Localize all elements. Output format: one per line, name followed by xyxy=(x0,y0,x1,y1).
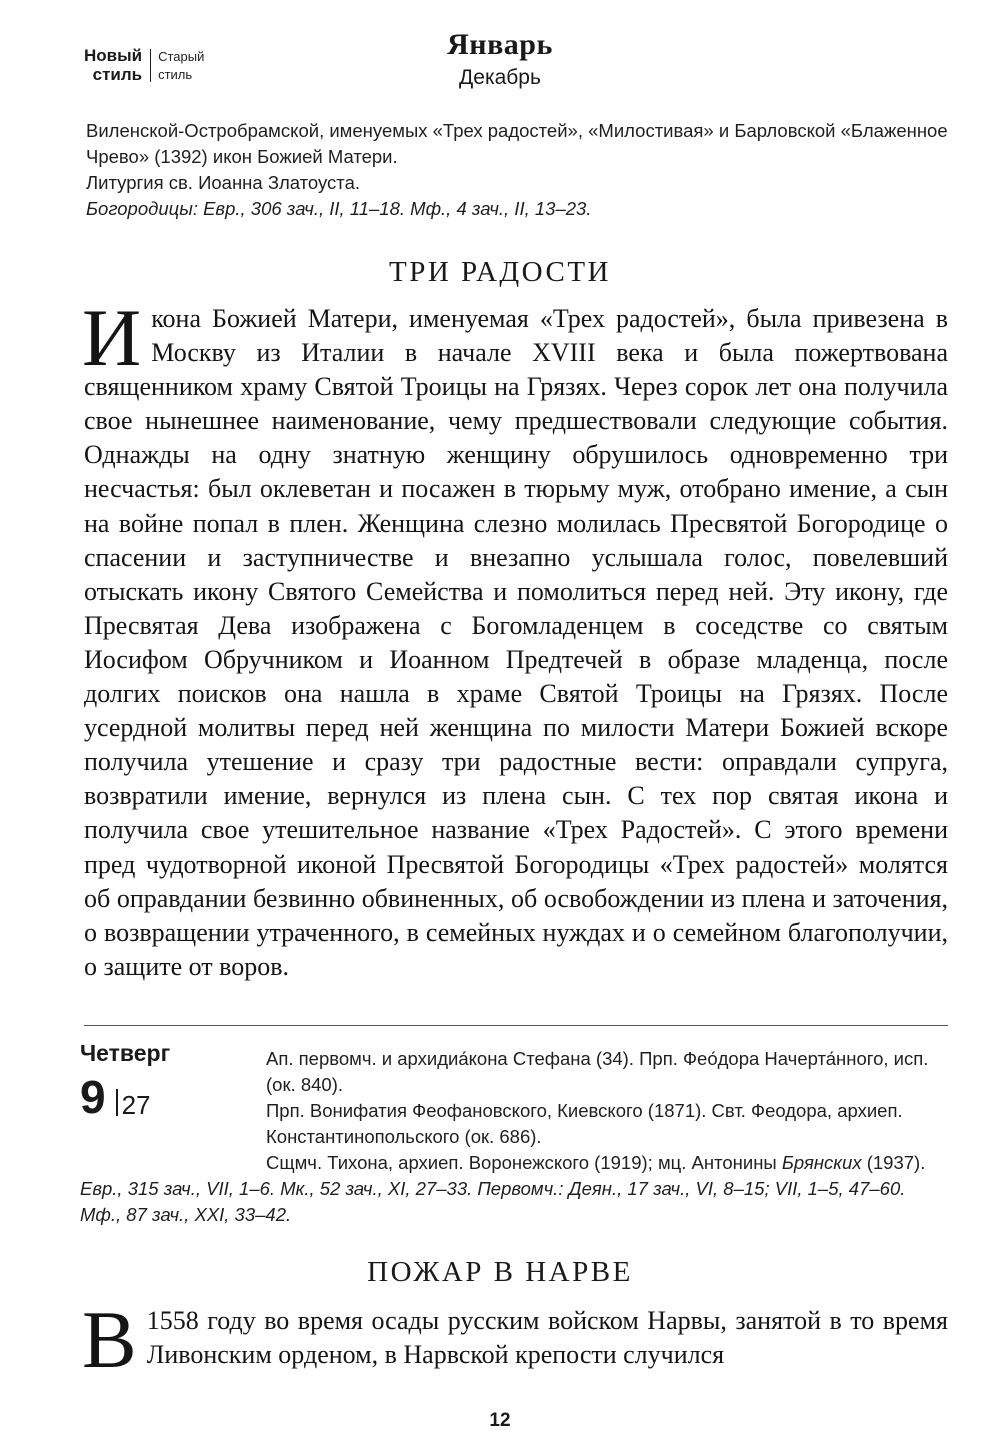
section-title-narva-fire: ПОЖАР В НАРВЕ xyxy=(367,1256,633,1288)
divider xyxy=(84,1025,948,1026)
section-title-three-joys: ТРИ РАДОСТИ xyxy=(389,256,611,288)
day-date xyxy=(80,1071,151,1123)
new-style-date: 9 xyxy=(80,1071,106,1123)
readings-theotokos: Богородицы: Евр., 306 зач., II, 11–18. Мф., 4 зач., II, 13–23. xyxy=(86,198,592,219)
day-readings: Евр., 315 зач., VII, 1–6. Мк., 52 зач., XI, 27–33. Первомч.: Деян., 17 зач., VI, 8–15; VII, 1–5, 47–60. Мф., 87 зач., XXI, 33–42. xyxy=(80,1178,906,1225)
dropcap: И xyxy=(82,292,142,383)
date-divider xyxy=(116,1089,118,1116)
new-style-label: Новый стиль xyxy=(84,46,143,84)
icons-commemorated: Виленской-Остробрамской, именуемых «Трех радостей», «Милостивая» и Барловской «Блаженное Чрево» (1392) икон Божией Матери. xyxy=(86,120,948,167)
weekday: Четверг xyxy=(80,1040,171,1066)
story-text: 1558 году во время осады русским войском Нарвы, занятой в то время Ливонским орденом, в Нарвской крепости случился xyxy=(146,1306,948,1370)
saints-entry: Сщмч. Тихона, архиеп. Воронежского (1919); мц. Антонины Брянских (1937). xyxy=(266,1152,926,1173)
month-old-style: Декабрь xyxy=(459,66,541,89)
dropcap: В xyxy=(82,1294,137,1385)
saints-entry: Прп. Вонифатия Феофановского, Киевского (1871). Свт. Феодора, архиеп. Константинопольского (ок. 686). xyxy=(266,1100,903,1147)
story-narva-fire xyxy=(82,1294,948,1385)
story-three-joys xyxy=(82,292,948,984)
feast-intro xyxy=(86,118,948,222)
month-new-style: Январь xyxy=(447,28,553,61)
story-text: кона Божией Матери, именуемая «Трех радостей», была привезена в Москву из Италии в начале XVIII века и была пожертвована священником храму Святой Троицы на Грязях. Через сорок лет она получила свое нынешнее наименование, чему предшествовали следующие события. Однажды на одну знатную женщину обрушилось одновременно три несчастья: был оклеветан и посажен в тюрьму муж, отобрано имение, а сын на войне попал в плен. Женщина слезно молилась Пресвятой Богородице о спасении и заступничестве и внезапно услышала голос, повелевший отыскать икону Святого Семейства и помолиться перед ней. Эту икону, где Пресвятая Дева изображена с Богомладенцем в соседстве со святым Иосифом Обручником и Иоанном Предтечей в образе младенца, после долгих поисков она нашла в храме Святой Троицы на Грязях. После усердной молитвы перед ней женщина по милости Матери Божией вскоре получила утешение и сразу три радостные вести: оправдали супруга, возвратили имение, вернулся из плена сын. С тех пор святая икона и получила свое утешительное название «Трех Радостей». С этого времени пред чудотворной иконой Пресвятой Богородицы «Трех радостей» молятся об оправдании безвинно обвиненных, об освобождении из плена и заточения, о возвращении утраченного, в семейных нуждах и о семейном благополучии, о защите от воров. xyxy=(84,304,948,981)
saints-entry: Ап. первомч. и архидиа́кона Стефана (34). Прп. Фео́дора Начерта́нного, исп. (ок. 840). xyxy=(266,1048,929,1095)
old-style-date: 27 xyxy=(121,1090,151,1120)
liturgy-note: Литургия св. Иоанна Златоуста. xyxy=(86,172,361,193)
saints-list xyxy=(266,1046,948,1176)
old-style-label: Старый стиль xyxy=(158,49,205,82)
page-number: 12 xyxy=(489,1410,511,1431)
